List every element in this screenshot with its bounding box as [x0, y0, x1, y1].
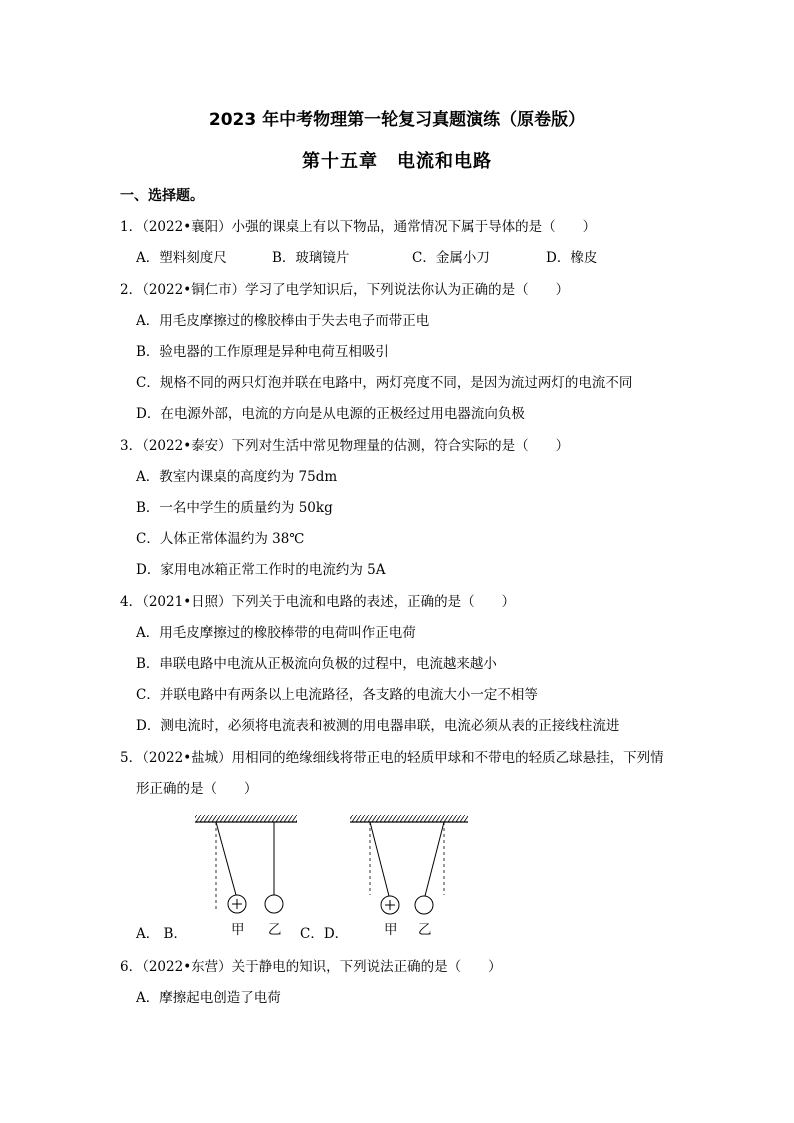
- question-4-option-b: B．串联电路中电流从正极流向负极的过程中，电流越来越小: [136, 656, 497, 672]
- question-6-stem: 6．（2022•东营）关于静电的知识，下列说法正确的是（ ）: [120, 959, 502, 975]
- ceiling-left: [195, 815, 297, 822]
- label-jia-right: 甲: [384, 922, 398, 938]
- thread-jia: [370, 822, 389, 896]
- question-5-options-cd: C．D．: [300, 926, 349, 942]
- question-4-stem: 4．（2021•日照）下列关于电流和电路的表述，正确的是（ ）: [120, 594, 516, 610]
- question-1-stem: 1．（2022•襄阳）小强的课桌上有以下物品，通常情况下属于导体的是（ ）: [120, 219, 597, 235]
- question-2-option-d: D．在电源外部，电流的方向是从电源的正极经过用电器流向负极: [136, 406, 525, 422]
- thread-yi: [425, 822, 444, 896]
- question-1-option-c: C．金属小刀: [412, 250, 490, 266]
- figure-right: [350, 815, 468, 914]
- chapter-title: 第十五章 电流和电路: [302, 151, 492, 172]
- question-3-stem: 3．（2022•泰安）下列对生活中常见物理量的估测，符合实际的是（ ）: [120, 438, 570, 454]
- question-5-stem-line2: 形正确的是（ ）: [136, 781, 258, 797]
- question-4-option-c: C．并联电路中有两条以上电流路径，各支路的电流大小一定不相等: [136, 687, 538, 703]
- question-3-option-c: C．人体正常体温约为 38℃: [136, 531, 305, 547]
- question-3-option-a: A．教室内课桌的高度约为 75dm: [136, 469, 338, 485]
- question-3-option-d: D．家用电冰箱正常工作时的电流约为 5A: [136, 562, 386, 578]
- question-1-option-a: A．塑料刻度尺: [136, 250, 227, 266]
- label-yi-right: 乙: [418, 922, 432, 938]
- question-4-option-d: D．测电流时，必须将电流表和被测的用电器串联，电流必须从表的正接线柱流进: [136, 718, 620, 734]
- question-2-option-c: C．规格不同的两只灯泡并联在电路中，两灯亮度不同，是因为流过两灯的电流不同: [136, 375, 633, 391]
- question-4-option-a: A．用毛皮摩擦过的橡胶棒带的电荷叫作正电荷: [136, 625, 416, 641]
- label-yi-left: 乙: [268, 922, 282, 938]
- thread-jia: [216, 822, 236, 895]
- question-3-option-b: B．一名中学生的质量约为 50kg: [136, 500, 333, 516]
- label-jia-left: 甲: [231, 922, 245, 938]
- page-title: 2023 年中考物理第一轮复习真题演练（原卷版）: [208, 110, 586, 130]
- question-2-option-b: B．验电器的工作原理是异种电荷互相吸引: [136, 344, 389, 360]
- question-2-stem: 2．（2022•铜仁市）学习了电学知识后，下列说法你认为正确的是（ ）: [120, 282, 570, 298]
- question-6-option-a: A．摩擦起电创造了电荷: [136, 990, 281, 1006]
- question-1-option-d: D．橡皮: [546, 250, 598, 266]
- ball-yi: [415, 896, 433, 914]
- figure-left: [195, 815, 297, 913]
- section-heading: 一、选择题。: [120, 188, 204, 204]
- question-2-option-a: A．用毛皮摩擦过的橡胶棒由于失去电子而带正电: [136, 313, 430, 329]
- question-5-options-ab: A． B．: [136, 926, 187, 942]
- question-1-option-b: B．玻璃镜片: [272, 250, 350, 266]
- question-5-stem-line1: 5．（2022•盐城）用相同的绝缘细线将带正电的轻质甲球和不带电的轻质乙球悬挂，下列情: [120, 750, 664, 766]
- ball-yi: [265, 895, 283, 913]
- ceiling-right: [350, 815, 468, 822]
